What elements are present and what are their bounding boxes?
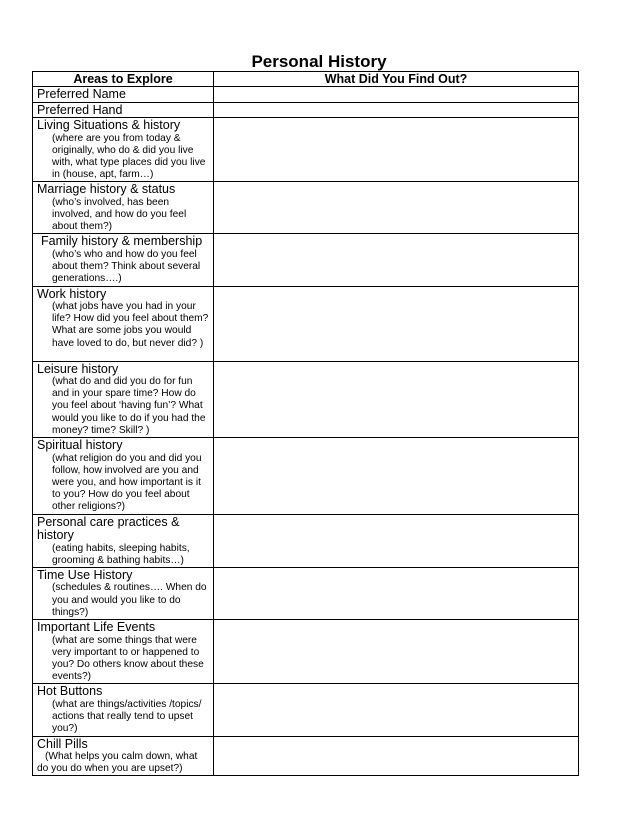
area-description-chill-pills-text: (What helps you calm down, what do you do when you are upset?) xyxy=(37,751,198,775)
answer-cell-preferred-hand[interactable] xyxy=(214,102,579,118)
area-cell xyxy=(33,684,214,736)
answer-cell-living-situations[interactable] xyxy=(214,118,579,182)
area-description-spiritual-history: (what religion do you and did you follow, how involved are you and were you, and how important is it to you? How do you feel about other religions?) xyxy=(52,452,202,513)
table-row xyxy=(33,438,579,515)
answer-cell-leisure-history[interactable] xyxy=(214,361,579,438)
area-cell xyxy=(33,286,214,361)
area-cell xyxy=(33,234,214,286)
area-description-living-situations: (where are you from today & originally, who do & did you live with, what type places did you live in (house, apt, farm…) xyxy=(52,132,206,181)
table-row xyxy=(33,102,579,118)
area-cell xyxy=(33,182,214,234)
table-row xyxy=(33,118,579,182)
area-description-personal-care: (eating habits, sleeping habits, grooming & bathing habits…) xyxy=(52,542,190,566)
area-label-leisure-history: Leisure history xyxy=(37,361,119,376)
area-cell xyxy=(33,118,214,182)
area-label-chill-pills: Chill Pills xyxy=(37,736,88,751)
area-description-hot-buttons: (what are things/activities /topics/ actions that really tend to upset you?) xyxy=(52,698,202,735)
table-row xyxy=(33,234,579,286)
column-header-areas: Areas to Explore xyxy=(33,72,214,87)
table-row xyxy=(33,514,579,567)
answer-cell-family-history[interactable] xyxy=(214,234,579,286)
table-row xyxy=(33,684,579,736)
area-cell xyxy=(33,736,214,776)
area-description-important-life-events: (what are some things that were very important to or happened to you? Do others know about these events?) xyxy=(52,634,204,683)
area-description-leisure-history: (what do and did you do for fun and in your spare time? How do you feel about ‘having fun’? What would you like to do if you had the money? time? Skill? ) xyxy=(52,376,206,436)
answer-cell-time-use[interactable] xyxy=(214,567,579,619)
personal-history-table xyxy=(32,71,579,776)
area-cell xyxy=(33,620,214,684)
area-label-important-life-events: Important Life Events xyxy=(37,620,156,635)
answer-cell-marriage-history[interactable] xyxy=(214,182,579,234)
area-cell xyxy=(33,102,214,118)
table-row xyxy=(33,286,579,361)
table-row xyxy=(33,182,579,234)
table-row xyxy=(33,87,579,103)
area-label-family-history: Family history & membership xyxy=(41,234,203,249)
area-description-family-history: (who’s who and how do you feel about them? Think about several generations….) xyxy=(52,248,201,285)
area-label-time-use: Time Use History xyxy=(37,567,133,582)
answer-cell-personal-care[interactable] xyxy=(214,514,579,567)
table-row xyxy=(33,736,579,776)
area-label-preferred-name: Preferred Name xyxy=(37,87,126,101)
answer-cell-chill-pills[interactable] xyxy=(214,736,579,776)
answer-cell-spiritual-history[interactable] xyxy=(214,438,579,515)
area-label-spiritual-history: Spiritual history xyxy=(37,438,123,453)
area-label-living-situations: Living Situations & history xyxy=(37,118,181,132)
area-description-time-use: (schedules & routines…. When do you and would you like to do things?) xyxy=(52,582,207,618)
area-cell xyxy=(33,361,214,438)
table-row xyxy=(33,361,579,438)
area-cell xyxy=(33,567,214,619)
area-description-chill-pills xyxy=(33,751,213,775)
area-description-work-history: (what jobs have you had in your life? How did you feel about them? What are some jobs you would have loved to do, but never did? ) xyxy=(52,301,209,349)
table-header-row xyxy=(33,72,579,87)
answer-cell-work-history[interactable] xyxy=(214,286,579,361)
column-header-findings: What Did You Find Out? xyxy=(214,72,579,87)
area-label-marriage-history: Marriage history & status xyxy=(37,182,176,197)
area-cell xyxy=(33,438,214,515)
area-label-hot-buttons: Hot Buttons xyxy=(37,684,103,699)
page-title: Personal History xyxy=(251,52,387,71)
area-cell xyxy=(33,514,214,567)
answer-cell-hot-buttons[interactable] xyxy=(214,684,579,736)
table-row xyxy=(33,620,579,684)
area-label-personal-care: Personal care practices & history xyxy=(37,514,180,543)
answer-cell-important-life-events[interactable] xyxy=(214,620,579,684)
table-row xyxy=(33,567,579,619)
area-description-marriage-history: (who’s involved, has been involved, and how do you feel about them?) xyxy=(52,196,187,233)
area-cell xyxy=(33,87,214,103)
area-label-preferred-hand: Preferred Hand xyxy=(37,102,123,117)
area-label-work-history: Work history xyxy=(37,286,107,301)
answer-cell-preferred-name[interactable] xyxy=(214,87,579,103)
